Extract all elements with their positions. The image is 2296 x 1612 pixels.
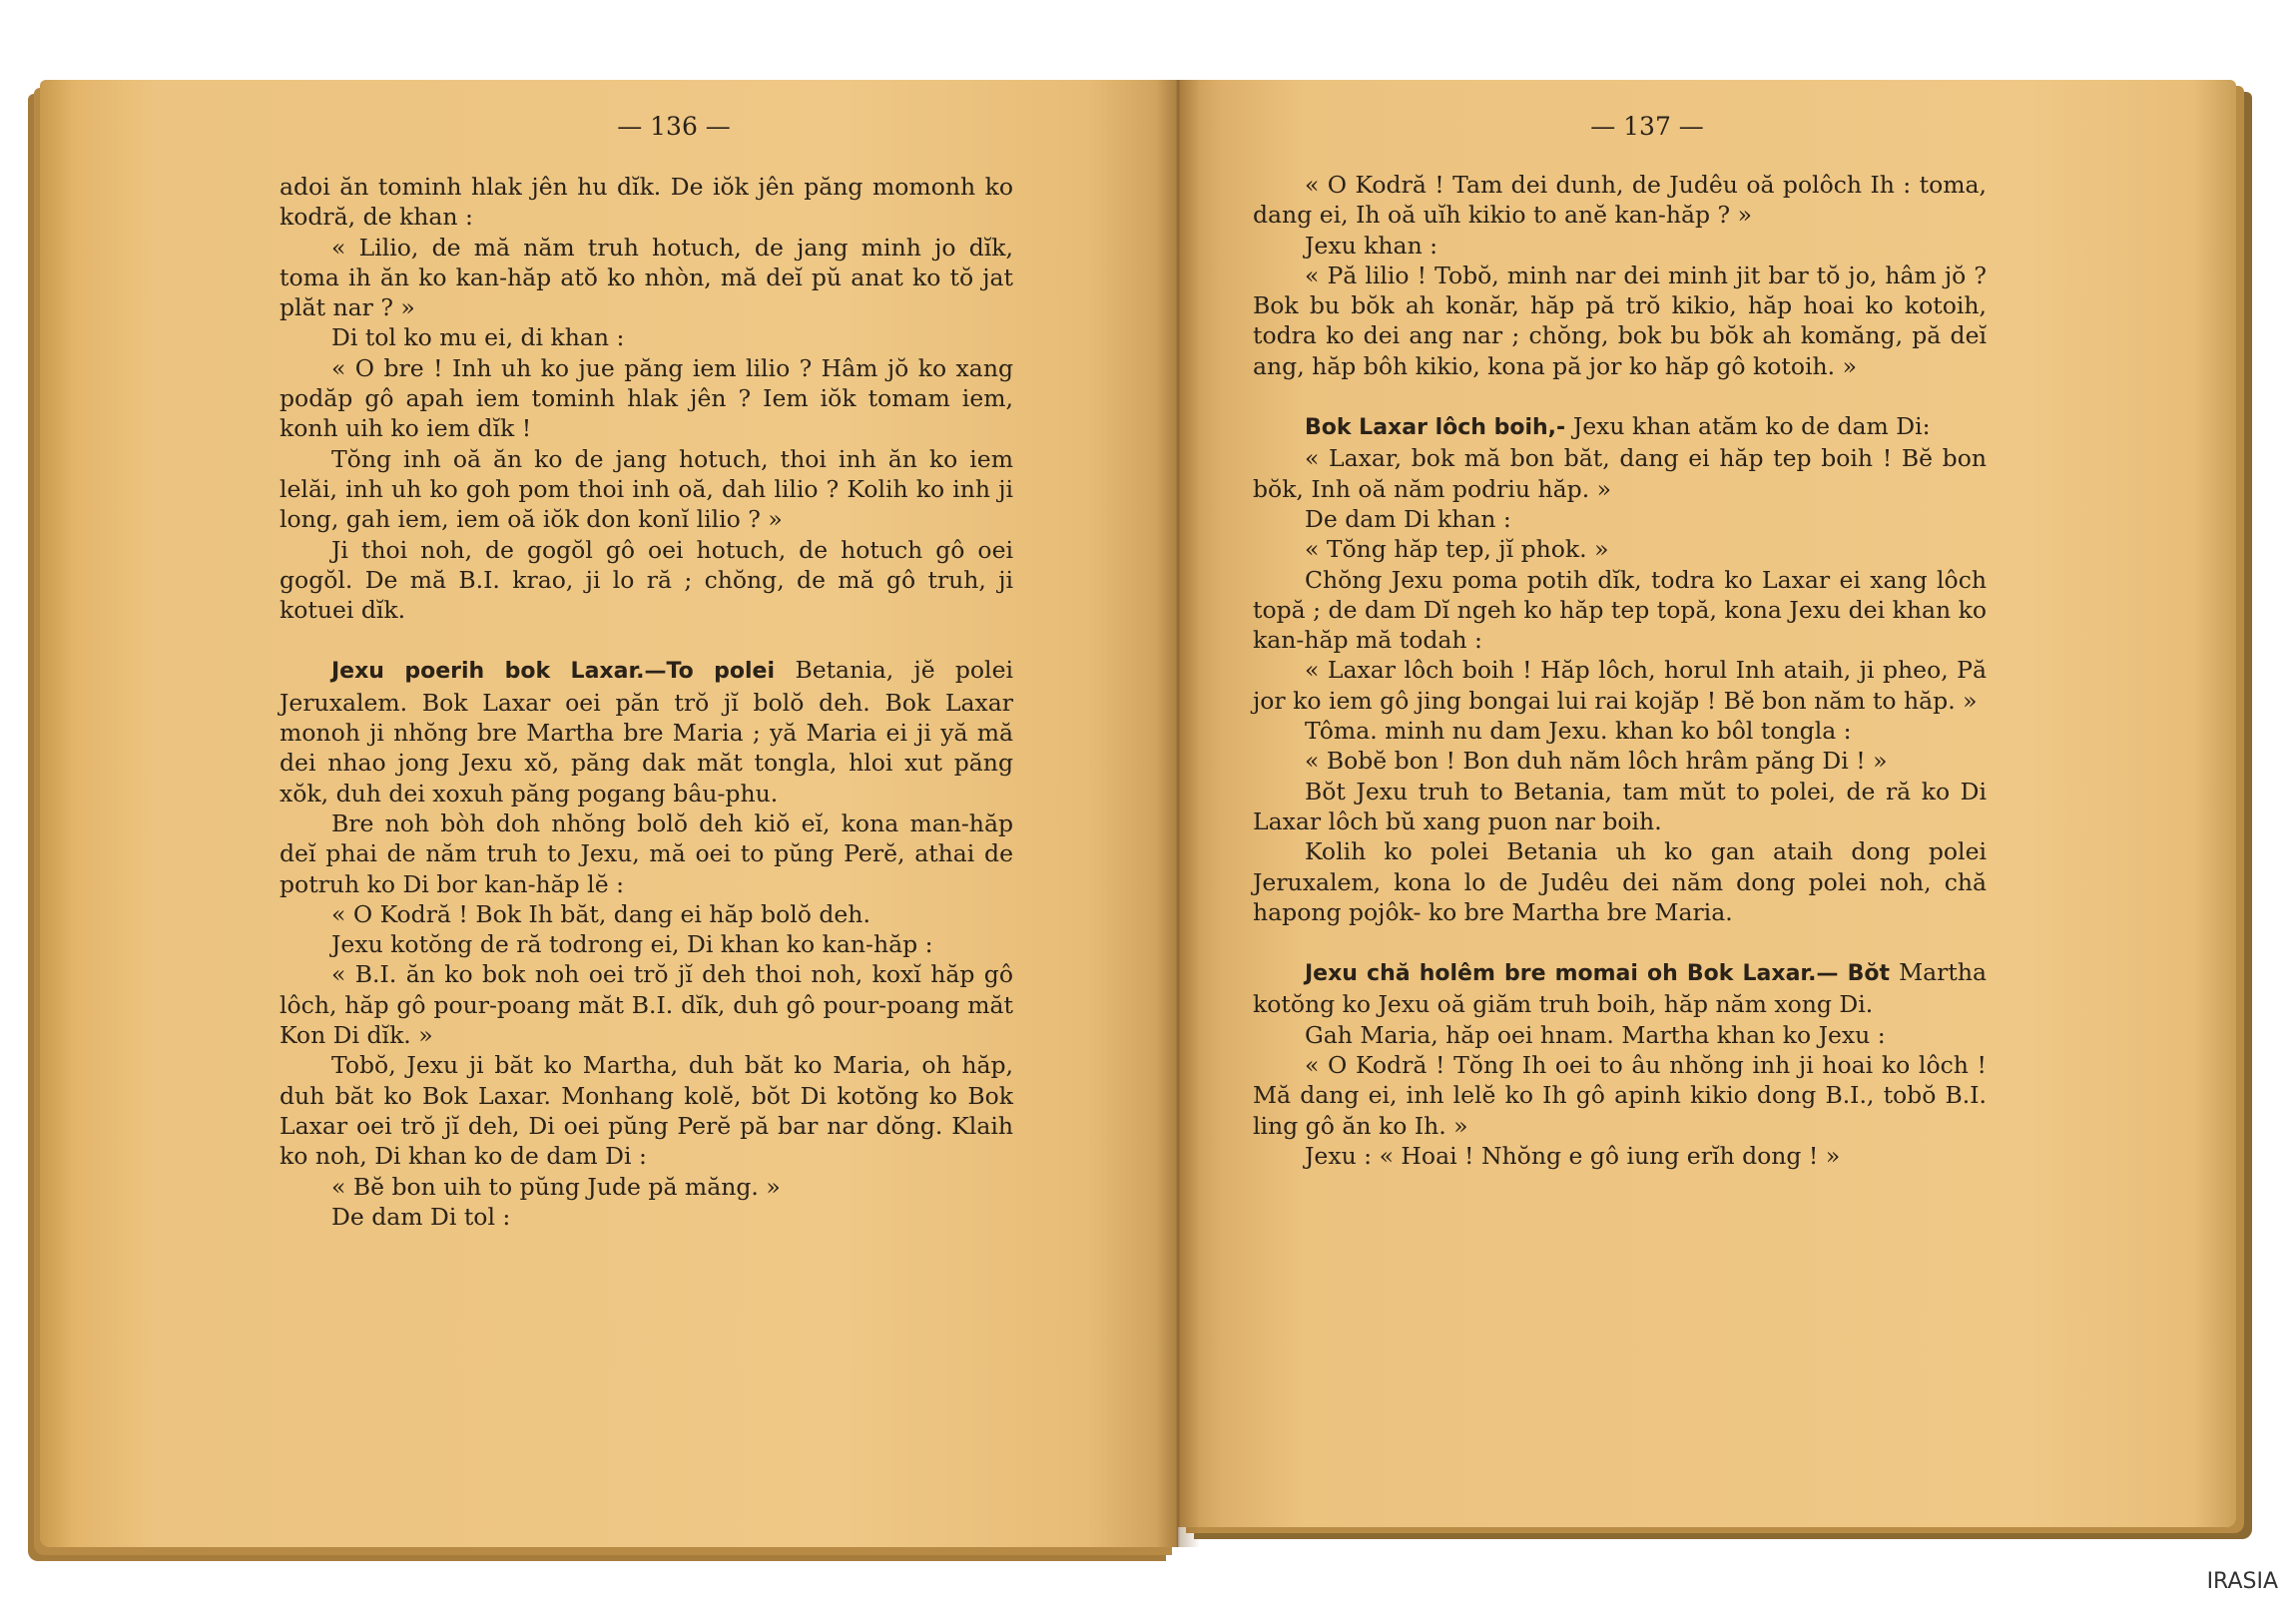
section-heading: Bok Laxar lôch boih,- xyxy=(1305,415,1573,441)
paragraph xyxy=(1253,443,1987,504)
paragraph xyxy=(1253,504,1987,534)
paragraph-text: Ji thoi noh, de gogŏl gô oei hotuch, de hotuch gô oei gogŏl. De mă B.I. krao, ji lo ră ; chŏng, de mă gô truh, ji kotuei dĭk. xyxy=(280,535,1013,625)
paragraph-text: adoi ăn tominh hlak jên hu dĭk. De iŏk jên păng momonh ko kodră, de khan : xyxy=(280,173,1013,232)
paragraph xyxy=(1253,261,1987,381)
paragraph xyxy=(280,655,1013,807)
paragraph-text: « B.I. ăn ko bok noh oei trŏ jĭ deh thoi noh, koxĭ hăp gô lôch, hăp gô pour-poang măt B.I. dĭk, duh gô pour-poang măt Kon Di dĭk. » xyxy=(280,960,1013,1050)
left-page-text xyxy=(280,172,1013,1232)
paragraph xyxy=(1253,746,1987,776)
paragraph-text: Tŏng inh oă ăn ko de jang hotuch, thoi inh ăn ko iem lelăi, inh uh ko goh pom thoi inh oă, dah lilio ? Kolih ko inh ji long, gah iem, iem oă iŏk don konĭ lilio ? » xyxy=(280,444,1013,534)
section-heading: Jexu poerih bok Laxar.—To polei xyxy=(331,659,796,685)
paragraph xyxy=(280,959,1013,1050)
paragraph-text: Gah Maria, hăp oei hnam. Martha khan ko Jexu : xyxy=(1305,1020,1886,1049)
paragraph-text: Jexu : « Hoai ! Nhŏng e gô iung erĭh dong ! » xyxy=(1305,1141,1841,1170)
paragraph-text: Tobŏ, Jexu ji băt ko Martha, duh băt ko Maria, oh hăp, duh băt ko Bok Laxar. Monhang kolĕ, bŏt Di kotŏng ko Bok Laxar oei trŏ jĭ deh, Di oei pŭng Perĕ pă bar nar dŏng. Klaih ko noh, Di khan ko de dam Di : xyxy=(280,1051,1013,1171)
paragraph xyxy=(1253,1050,1987,1141)
paragraph xyxy=(280,444,1013,535)
paragraph xyxy=(1253,777,1987,837)
paragraph xyxy=(280,233,1013,323)
section-heading: Jexu chă holêm bre momai oh Bok Laxar.— Bŏt xyxy=(1305,961,1900,987)
paragraph-text: « Laxar, bok mă bon băt, dang ei hăp tep boih ! Bĕ bon bŏk, Inh oă năm podriu hăp. » xyxy=(1253,444,1987,503)
paragraph xyxy=(280,353,1013,444)
paragraph-text: « Lilio, de mă năm truh hotuch, de jang minh jo dĭk, toma ih ăn ko kan-hăp atŏ ko nhòn, mă deĭ pŭ anat ko tŏ jat plăt nar ? » xyxy=(280,233,1013,322)
paragraph xyxy=(280,535,1013,626)
paragraph xyxy=(1253,565,1987,656)
right-page-text xyxy=(1253,170,1987,1171)
paragraph-text: Jexu khan atăm ko de dam Di: xyxy=(1572,412,1931,441)
watermark: IRASIA xyxy=(2206,1569,2278,1594)
paragraph-text: « Bĕ bon uih to pŭng Jude pă măng. » xyxy=(331,1172,781,1201)
paragraph-text: De dam Di tol : xyxy=(331,1202,511,1231)
paragraph xyxy=(1253,716,1987,746)
paragraph-text: Bŏt Jexu truh to Betania, tam mŭt to polei, de ră ko Di Laxar lôch bŭ xang puon nar boih. xyxy=(1253,777,1987,835)
paragraph xyxy=(1253,1141,1987,1171)
paragraph-text: « O Kodră ! Tam dei dunh, de Judêu oă polôch Ih : toma, dang ei, Ih oă uĭh kikio to anĕ kan-hăp ? » xyxy=(1253,171,1987,230)
paragraph xyxy=(280,899,1013,929)
paragraph xyxy=(1253,655,1987,716)
paragraph-text: Bre noh bòh doh nhŏng bolŏ deh kiŏ eĭ, kona man-hăp deĭ phai de năm truh to Jexu, mă oei to pŭng Perĕ, athai de potruh ko Di bor kan-hăp lĕ : xyxy=(280,808,1013,898)
paragraph xyxy=(1253,170,1987,231)
paragraph xyxy=(1253,836,1987,927)
paragraph-text: « Laxar lôch boih ! Hăp lôch, horul Inh ataih, ji pheo, Pă jor ko iem gô jing bongai lui rai kojăp ! Bĕ bon năm to hăp. » xyxy=(1253,656,1987,715)
paragraph-text: Betania, jĕ polei Jeruxalem. Bok Laxar oei păn trŏ jĭ bolŏ deh. Bok Laxar monoh ji nhŏng bre Martha bre Maria ; yă Maria ei ji yă mă dei nhao jong Jexu xŏ, păng dak măt tongla, hloi xut păng xŏk, duh dei xoxuh păng pogang bâu-phu. xyxy=(280,656,1013,807)
paragraph-text: Kolih ko polei Betania uh ko gan ataih dong polei Jeruxalem, kona lo de Judêu dei năm dong polei noh, chă hapong pojôk- ko bre Martha bre Maria. xyxy=(1253,837,1987,926)
paragraph-text: Tôma. minh nu dam Jexu. khan ko bôl tongla : xyxy=(1305,717,1852,746)
paragraph-text: « Pă lilio ! Tobŏ, minh nar dei minh jit bar tŏ jo, hâm jŏ ? Bok bu bŏk ah konăr, hăp pă trŏ kikio, hăp hoai ko kotoih, todra ko dei ang nar ; chŏng, bok bu bŏk ah komăng, pă deĭ ang, hăp bôh kikio, kona pă jor ko hăp gô kotoih. » xyxy=(1253,261,1987,380)
paragraph xyxy=(280,1202,1013,1232)
paragraph xyxy=(280,1050,1013,1171)
paragraph-text: De dam Di khan : xyxy=(1305,504,1511,533)
paragraph xyxy=(1253,957,1987,1020)
paragraph-text: Jexu khan : xyxy=(1305,231,1438,260)
paragraph xyxy=(280,1172,1013,1202)
paragraph-text: Martha kotŏng ko Jexu oă giăm truh boih, hăp năm xong Di. xyxy=(1253,958,1987,1019)
right-page-number: — 137 — xyxy=(1590,112,1704,141)
paragraph-text: Di tol ko mu ei, di khan : xyxy=(331,323,625,352)
paragraph xyxy=(280,808,1013,899)
paragraph xyxy=(280,929,1013,959)
paragraph-text: Jexu kotŏng de ră todrong ei, Di khan ko kan-hăp : xyxy=(331,930,933,959)
paragraph-text: Chŏng Jexu poma potih dĭk, todra ko Laxar ei xang lôch topă ; de dam Dĭ ngeh ko hăp tep topă, kona Jexu dei khan ko kan-hăp mă todah : xyxy=(1253,565,1987,655)
paragraph xyxy=(1253,534,1987,564)
book-gutter xyxy=(1156,80,1200,1547)
paragraph-text: « O Kodră ! Bok Ih băt, dang ei hăp bolŏ deh. xyxy=(331,899,870,928)
paragraph xyxy=(1253,1020,1987,1050)
paragraph xyxy=(1253,411,1987,443)
left-page-number: — 136 — xyxy=(617,112,731,141)
paragraph-text: « Tŏng hăp tep, jĭ phok. » xyxy=(1305,535,1609,564)
paragraph-text: « O bre ! Inh uh ko jue păng iem lilio ? Hâm jŏ ko xang podăp gô apah iem tominh hlak jên ? Iem iŏk tomam iem, konh uih ko iem dĭk ! xyxy=(280,353,1013,443)
paragraph xyxy=(280,322,1013,352)
paragraph xyxy=(1253,231,1987,261)
paragraph-text: « Bobĕ bon ! Bon duh năm lôch hrâm păng Di ! » xyxy=(1305,747,1888,776)
paragraph-text: « O Kodră ! Tŏng Ih oei to âu nhŏng inh ji hoai ko lôch ! Mă dang ei, inh lelĕ ko Ih gô apinh kikio dong B.I., tobŏ B.I. ling gô ăn ko Ih. » xyxy=(1253,1051,1987,1140)
paragraph xyxy=(280,172,1013,233)
